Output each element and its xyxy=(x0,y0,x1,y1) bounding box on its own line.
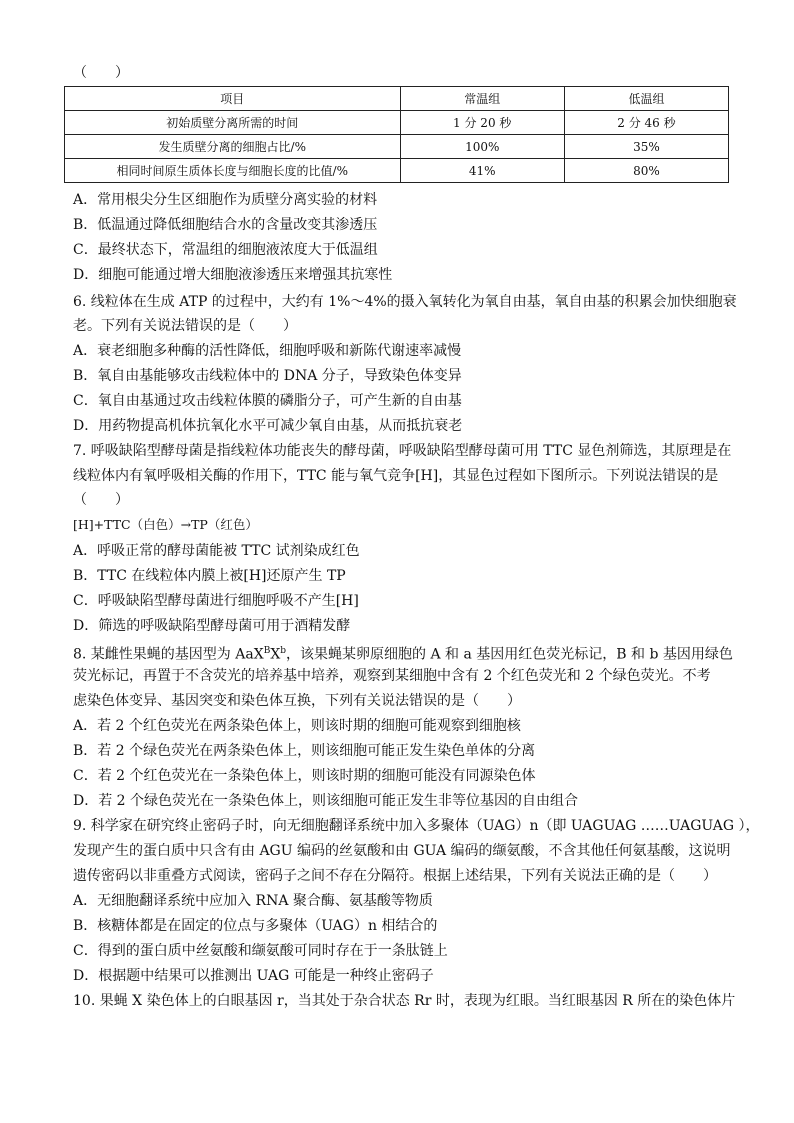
q8-stem-prefix: 8. 某雌性果蝇的基因型为 AaX xyxy=(73,646,264,663)
table-cell: 初始质壁分离所需的时间 xyxy=(65,111,401,135)
q7-option-a: A．呼吸正常的酵母菌能被 TTC 试剂染成红色 xyxy=(73,543,360,559)
table-cell: 2 分 46 秒 xyxy=(564,111,728,135)
q9-option-c: C．得到的蛋白质中丝氨酸和缬氨酸可同时存在于一条肽链上 xyxy=(73,943,448,959)
table-row xyxy=(65,111,729,135)
table-cell: 80% xyxy=(564,159,728,183)
table-row xyxy=(65,135,729,159)
q6-stem-line-2: 老。下列有关说法错误的是（ ） xyxy=(73,318,297,334)
q8-stem-x: X xyxy=(270,646,281,663)
q7-option-d: D．筛选的呼吸缺陷型酵母菌可用于酒精发酵 xyxy=(73,618,351,634)
table-header: 低温组 xyxy=(564,87,728,111)
q8-sup-B: B xyxy=(263,646,271,656)
q5-option-c: C．最终状态下，常温组的细胞液浓度大于低温组 xyxy=(73,242,378,258)
q5-option-a: A．常用根尖分生区细胞作为质壁分离实验的材料 xyxy=(73,192,378,208)
table-row xyxy=(65,159,729,183)
q10-stem-line-1: 10. 果蝇 X 染色体上的白眼基因 r，当其处于杂合状态 Rr 时，表现为红眼。当红眼基因 R 所在的染色体片 xyxy=(73,993,736,1009)
data-table xyxy=(64,86,729,183)
q6-stem-line-1: 6. 线粒体在生成 ATP 的过程中，大约有 1%～4%的摄入氧转化为氧自由基，氧自由基的积累会加快细胞衰 xyxy=(73,294,737,310)
table-cell: 100% xyxy=(400,135,564,159)
q7-stem-line-1: 7. 呼吸缺陷型酵母菌是指线粒体功能丧失的酵母菌，呼吸缺陷型酵母菌可用 TTC 显色剂筛选，其原理是在 xyxy=(73,443,732,459)
q7-option-b: B．TTC 在线粒体内膜上被[H]还原产生 TP xyxy=(73,568,346,584)
q8-stem-suffix: ，该果蝇某卵原细胞的 A 和 a 基因用红色荧光标记，B 和 b 基因用绿色 xyxy=(286,646,733,663)
q9-stem-line-1: 9. 科学家在研究终止密码子时，向无细胞翻译系统中加入多聚体（UAG）n（即 UAGUAG ……UAGUAG ）， xyxy=(73,818,760,834)
q5-option-b: B．低温通过降低细胞结合水的含量改变其渗透压 xyxy=(73,217,378,233)
table-cell: 1 分 20 秒 xyxy=(400,111,564,135)
q8-stem-line-2: 荧光标记，再置于不含荧光的培养基中培养，观察到某细胞中含有 2 个红色荧光和 2 个绿色荧光。不考 xyxy=(73,668,711,684)
q7-stem-line-3: （ ） xyxy=(73,492,129,508)
table-cell: 41% xyxy=(400,159,564,183)
q8-stem-line-3: 虑染色体变异、基因突变和染色体互换，下列有关说法错误的是（ ） xyxy=(73,693,521,709)
q8-sup-b: b xyxy=(280,646,287,656)
q8-option-c: C．若 2 个红色荧光在一条染色体上，则该时期的细胞可能没有同源染色体 xyxy=(73,768,536,784)
table-header: 常温组 xyxy=(400,87,564,111)
q5-option-d: D．细胞可能通过增大细胞液渗透压来增强其抗寒性 xyxy=(73,267,393,283)
table-cell: 相同时间原生质体长度与细胞长度的比值/% xyxy=(65,159,401,183)
q7-reaction-equation: [H]+TTC（白色）→TP（红色） xyxy=(73,517,258,532)
q6-option-b: B．氧自由基能够攻击线粒体中的 DNA 分子，导致染色体变异 xyxy=(73,368,462,384)
q9-option-d: D．根据题中结果可以推测出 UAG 可能是一种终止密码子 xyxy=(73,968,434,984)
table-cell: 35% xyxy=(564,135,728,159)
q8-stem-line-1 xyxy=(73,642,733,664)
q7-option-c: C．呼吸缺陷型酵母菌进行细胞呼吸不产生[H] xyxy=(73,593,359,609)
question-5-tail: （ ） xyxy=(73,65,129,81)
q9-option-b: B．核糖体都是在固定的位点与多聚体（UAG）n 相结合的 xyxy=(73,918,438,934)
q9-option-a: A．无细胞翻译系统中应加入 RNA 聚合酶、氨基酸等物质 xyxy=(73,893,433,909)
q6-option-c: C．氧自由基通过攻击线粒体膜的磷脂分子，可产生新的自由基 xyxy=(73,393,462,409)
table-header-row xyxy=(65,87,729,111)
q8-option-a: A．若 2 个红色荧光在两条染色体上，则该时期的细胞可能观察到细胞核 xyxy=(73,718,521,734)
q8-option-d: D．若 2 个绿色荧光在一条染色体上，则该细胞可能正发生非等位基因的自由组合 xyxy=(73,793,579,809)
table-cell: 发生质壁分离的细胞占比/% xyxy=(65,135,401,159)
q7-stem-line-2: 线粒体内有氧呼吸相关酶的作用下，TTC 能与氧气竞争[H]，其显色过程如下图所示。下列说法错误的是 xyxy=(73,468,719,484)
table-header: 项目 xyxy=(65,87,401,111)
q9-stem-line-2: 发现产生的蛋白质中只含有由 AGU 编码的丝氨酸和由 GUA 编码的缬氨酸，不含其他任何氨基酸，这说明 xyxy=(73,843,731,859)
q9-stem-line-3: 遗传密码以非重叠方式阅读，密码子之间不存在分隔符。根据上述结果，下列有关说法正确的是（ ） xyxy=(73,868,717,884)
q6-option-a: A．衰老细胞多种酶的活性降低，细胞呼吸和新陈代谢速率减慢 xyxy=(73,343,462,359)
q6-option-d: D．用药物提高机体抗氧化水平可减少氧自由基，从而抵抗衰老 xyxy=(73,418,463,434)
q8-option-b: B．若 2 个绿色荧光在两条染色体上，则该细胞可能正发生染色单体的分离 xyxy=(73,743,536,759)
